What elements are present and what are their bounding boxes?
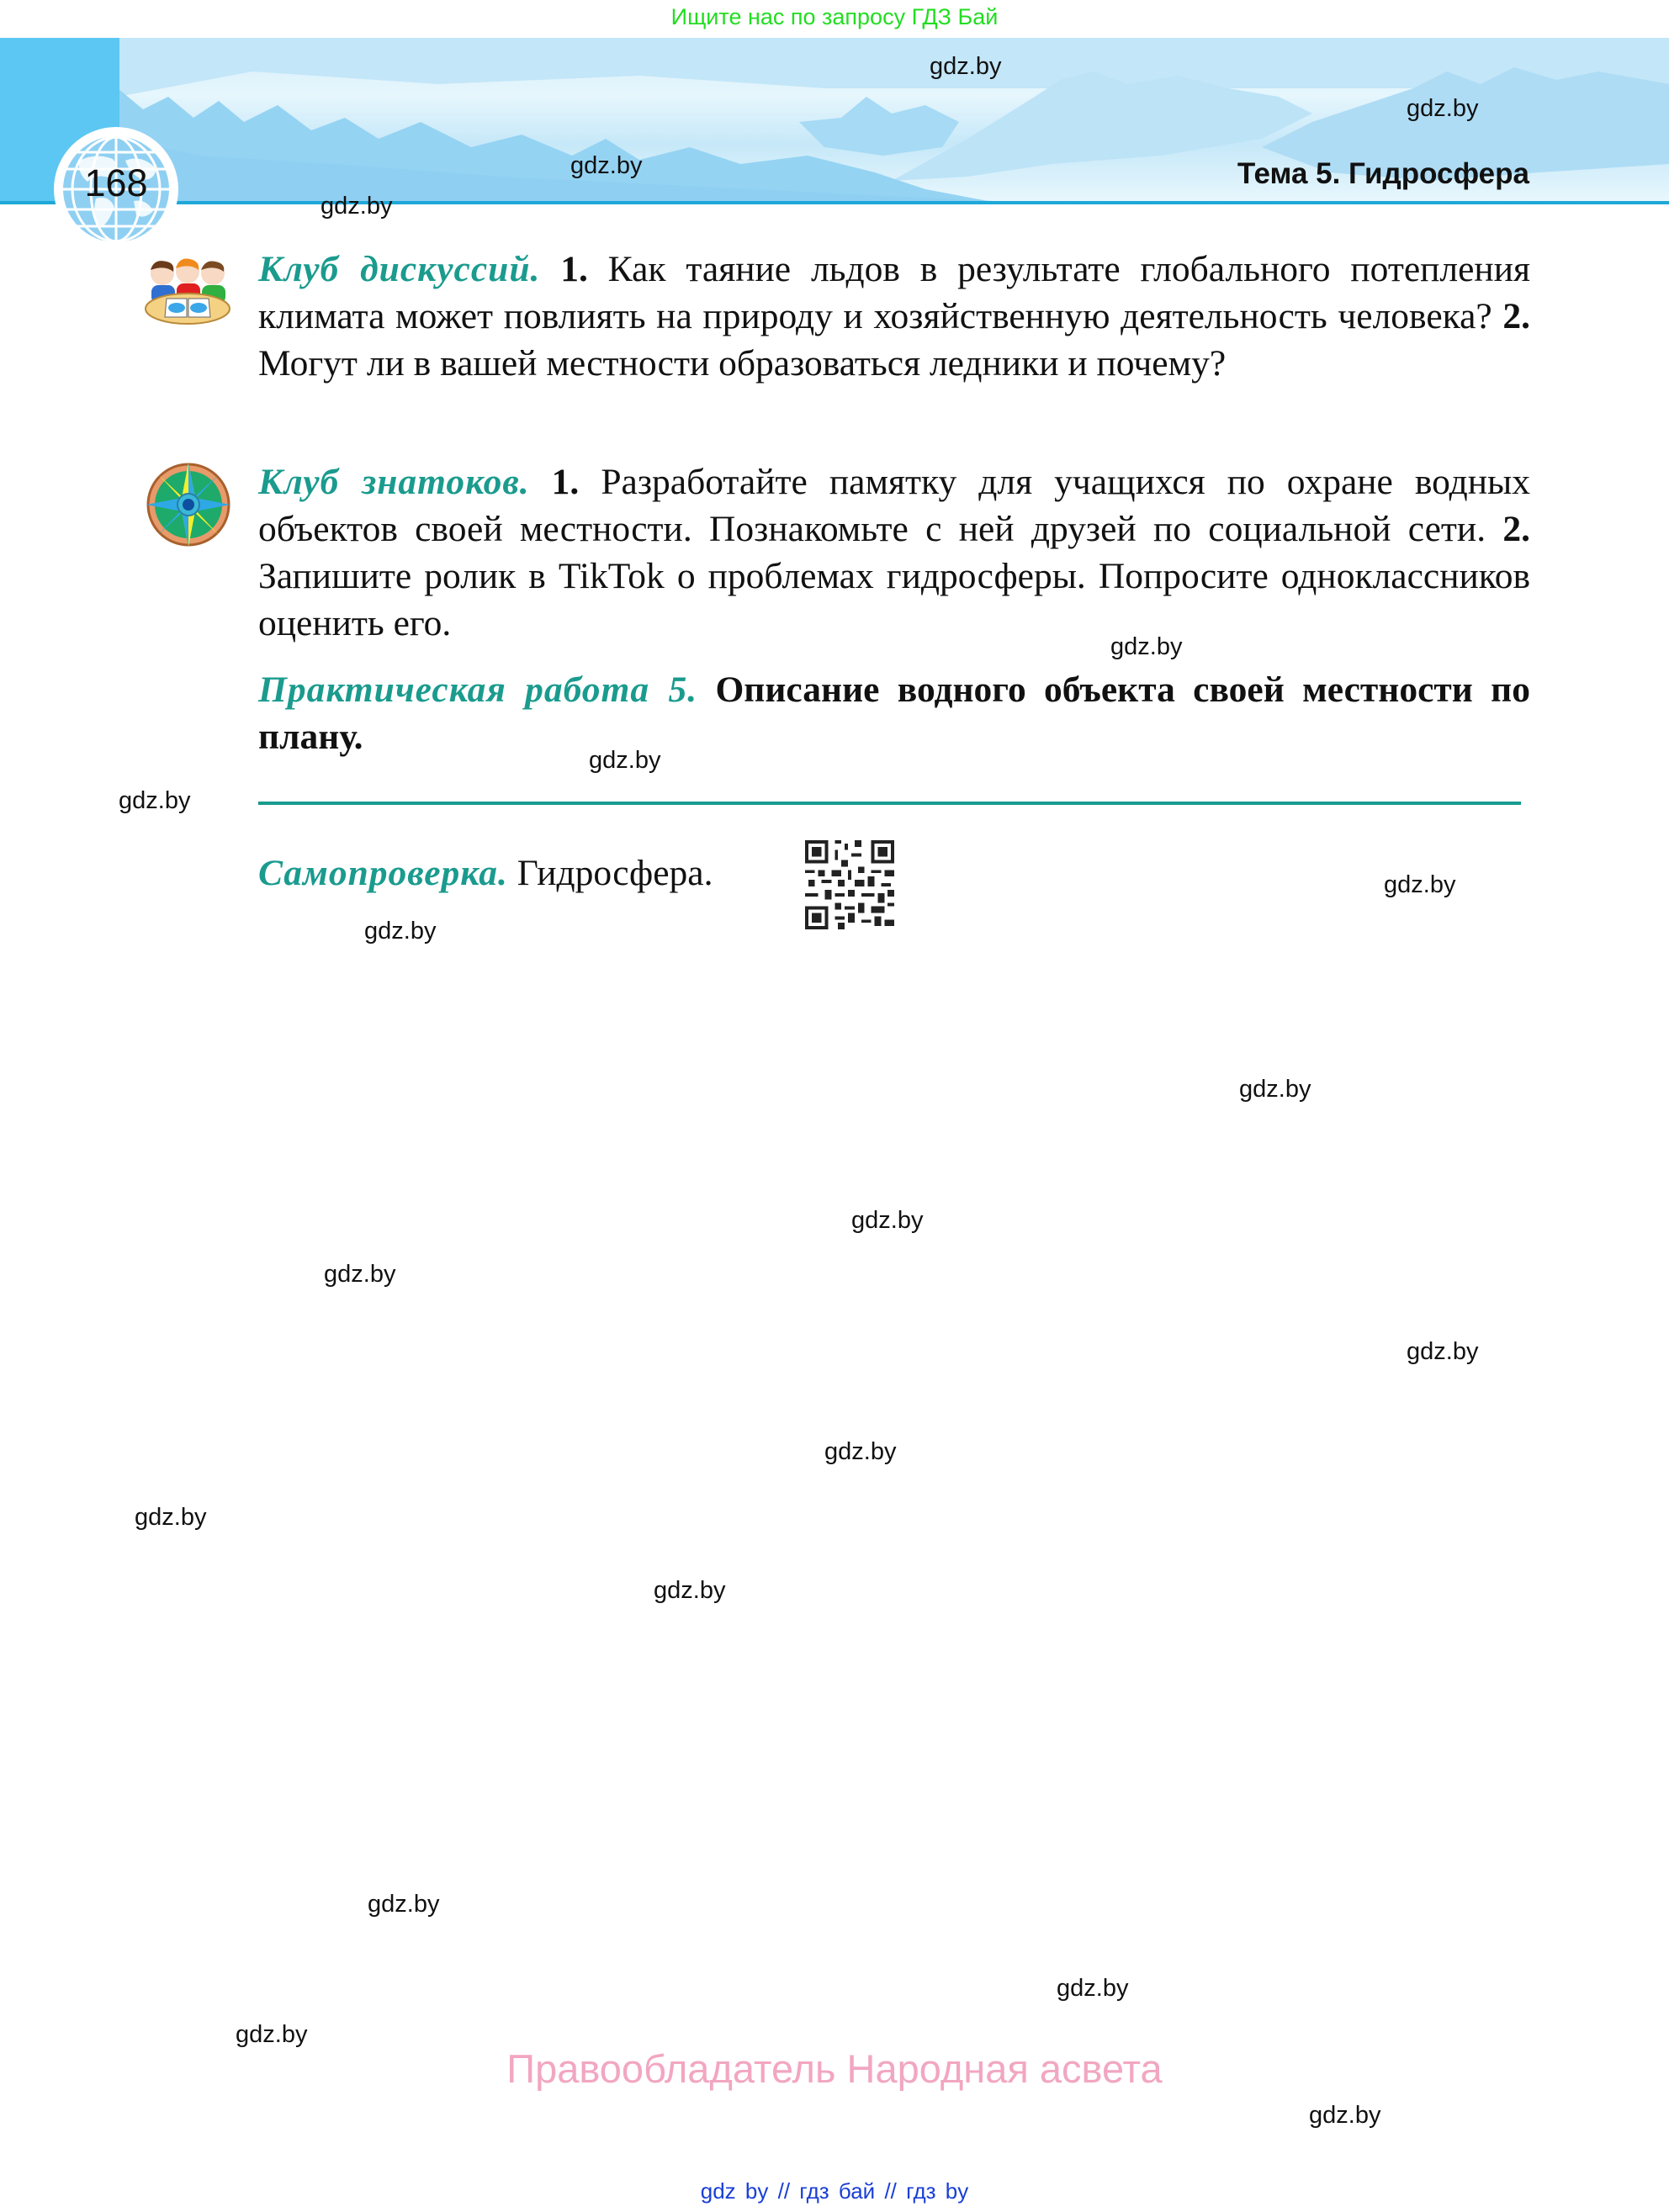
watermark-text: gdz.by: [236, 2021, 308, 2048]
watermark-text: gdz.by: [1384, 871, 1456, 898]
children-at-table-icon: [141, 255, 234, 335]
experts-club-label: Клуб знатоков.: [258, 462, 530, 502]
watermark-text: gdz.by: [1407, 1338, 1479, 1365]
self-check-line: [258, 849, 713, 897]
experts-club-block: [258, 458, 1530, 647]
watermark-text: gdz.by: [824, 1438, 897, 1465]
page-number: 168: [84, 161, 148, 204]
question-number: 1.: [560, 249, 588, 289]
copyright-notice: Правообладатель Народная асвета: [506, 2046, 1163, 2091]
watermark-text: gdz.by: [1239, 1076, 1311, 1103]
self-check-text: Гидросфера.: [507, 853, 713, 893]
watermark-text: gdz.by: [930, 53, 1002, 80]
watermark-text: gdz.by: [851, 1207, 924, 1234]
qr-code-icon[interactable]: [802, 837, 898, 933]
watermark-text: gdz.by: [368, 1891, 440, 1918]
question-number: 1.: [551, 462, 580, 502]
watermark-text: gdz.by: [119, 787, 191, 814]
section-divider: [258, 802, 1521, 805]
question-text: Разработайте памятку для учащихся по охране водных объектов своей местности. Познакомьте с ней друзей по социальной сети.: [258, 462, 1530, 549]
watermark-text: gdz.by: [364, 918, 437, 945]
watermark-text: gdz.by: [589, 747, 661, 774]
discussion-club-label: Клуб дискуссий.: [258, 249, 541, 289]
watermark-text: gdz.by: [1309, 2102, 1381, 2129]
question-text: Как таяние льдов в результате глобального потепления климата может повлиять на природу и хозяйственную деятельность человека?: [258, 249, 1530, 336]
question-text: Запишите ролик в TikTok о проблемах гидросферы. Попросите одноклассников оценить его.: [258, 556, 1530, 643]
topic-title: Тема 5. Гидросфера: [1237, 157, 1529, 190]
watermark-text: gdz.by: [321, 193, 393, 220]
watermark-text: gdz.by: [1057, 1975, 1129, 2002]
watermark-text: gdz.by: [1110, 633, 1183, 660]
footer-separator: //: [884, 2178, 897, 2204]
footer-link-gdz-by-cyr[interactable]: гдз by: [906, 2178, 969, 2204]
practical-work-block: [258, 666, 1530, 760]
discussion-club-block: [258, 246, 1530, 387]
watermark-text: gdz.by: [324, 1261, 396, 1288]
practical-work-label: Практическая работа 5.: [258, 669, 698, 710]
question-number: 2.: [1502, 296, 1530, 336]
footer-link-gdz-by[interactable]: gdz by: [700, 2178, 769, 2204]
footer-links: [0, 2177, 1669, 2205]
watermark-text: gdz.by: [654, 1577, 726, 1604]
watermark-text: gdz.by: [135, 1504, 207, 1531]
question-text: Могут ли в вашей местности образоваться ледники и почему?: [258, 343, 1227, 384]
search-banner: Ищите нас по запросу ГДЗ Бай: [670, 4, 999, 29]
footer-separator: //: [777, 2178, 791, 2204]
watermark-text: gdz.by: [1407, 95, 1479, 122]
question-number: 2.: [1502, 509, 1530, 549]
header-rule: [0, 201, 1669, 204]
compass-rose-icon: [140, 456, 237, 558]
self-check-label: Самопроверка.: [258, 853, 508, 893]
footer-link-gdz-bai[interactable]: гдз бай: [799, 2178, 876, 2204]
practical-work-text: Описание водного объекта своей местности по плану.: [258, 669, 1530, 757]
watermark-text: gdz.by: [570, 152, 643, 179]
